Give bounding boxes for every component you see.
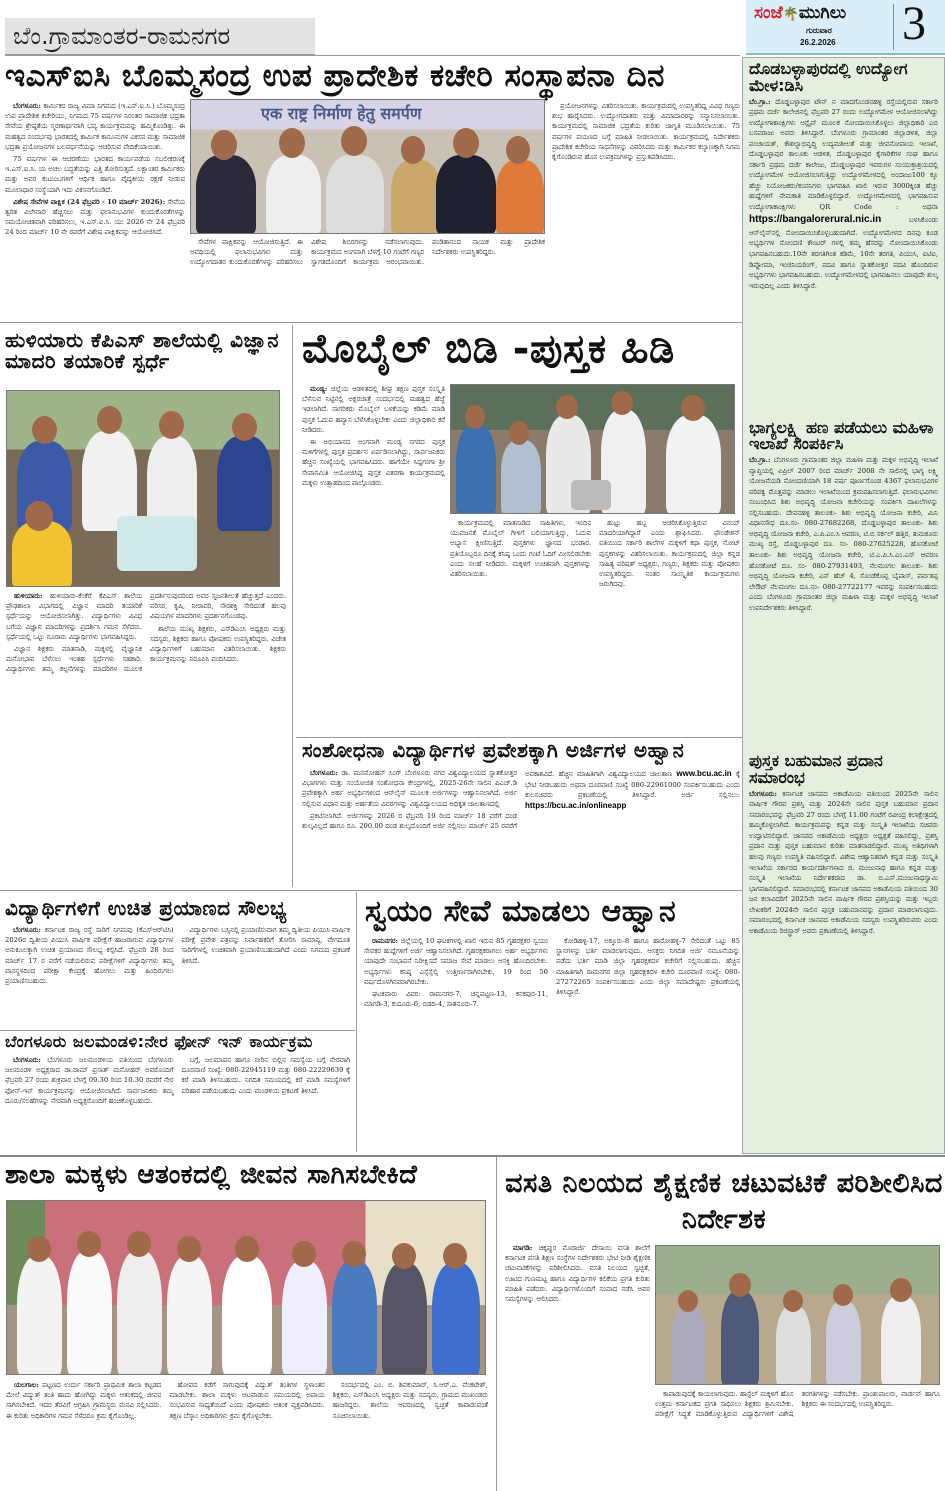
- hostel-body-col2: ಕಾಪಾಡುವುದಕ್ಕೆ ಕಾಯಲಾಗುವುದು. ಹಾಸ್ಟೆಲ್ ಮಕ್ಕಳಿಗೆ ಹೊಸ ಉತ್ತಮ ಕರ್ನಾಟಕದ ಪ್ರಗತಿ ಸಾಧಿಸಲು ಶಿಕ್ಷಕರು ಶ್ರಮಿಸಬೇಕು. ಪರೀಕ್ಷೆಗೆ ಸಿದ್ಧತೆ ಮಾಡಿಕೊಳ್ಳುತ್ತಿರುವ ವಿದ್ಯಾರ್ಥಿಗಳಿಗೆ ವಿಶೇಷ ತರಗತಿಗಳನ್ನು ನಡೆಸಬೇಕು. ಪ್ರಾಂಶುಪಾಲರು, ವಾರ್ಡನ್ ಹಾಗೂ ಶಿಕ್ಷಕರು ಈ ಸಂದರ್ಭದಲ್ಲಿ ಉಪಸ್ಥಿತರಿದ್ದರು.: [655, 1390, 940, 1419]
- school-headline: ಶಾಲಾ ಮಕ್ಕಳು ಆತಂಕದಲ್ಲಿ ಜೀವನ ಸಾಗಿಸಬೇಕಿದೆ: [5, 1160, 418, 1190]
- volunteer-headline: ಸ್ವಯಂ ಸೇವೆ ಮಾಡಲು ಆಹ್ವಾನ: [365, 894, 677, 929]
- travel-body: ಬೆಂಗಳೂರು: ಕರ್ನಾಟಕ ರಾಜ್ಯ ರಸ್ತೆ ಸಾರಿಗೆ ನಿಗಮವು (ಕೆಎಸ್‌ಆರ್‌ಟಿಸಿ) 2026ರ ದ್ವಿತೀಯ ಪಿಯುಸಿ ವಾರ್ಷಿಕ ಪರೀಕ್ಷೆಗೆ ಹಾಜರಾಗುವ ವಿದ್ಯಾರ್ಥಿಗಳ ಅನುಕೂಲಕ್ಕಾಗಿ ಉಚಿತ ಪ್ರಯಾಣದ ಸೌಲಭ್ಯ ಕಲ್ಪಿಸಿದೆ. ಫೆಬ್ರವರಿ 28 ರಿಂದ ಮಾರ್ಚ್ 17 ರ ವರೆಗೆ ನಡೆಯಲಿರುವ ಪರೀಕ್ಷೆಗಳಿಗೆ ವಿದ್ಯಾರ್ಥಿಗಳು ತಮ್ಮ ವಾಸಸ್ಥಳದಿಂದ ಪರೀಕ್ಷಾ ಕೇಂದ್ರಕ್ಕೆ ಹೋಗಲು ಮತ್ತು ಹಿಂದಿರುಗಲು ಪ್ರಯಾಣಿಸಬಹುದು. ವಿದ್ಯಾರ್ಥಿಗಳು ಬಸ್ಸಿನಲ್ಲಿ ಪ್ರಯಾಣಿಸುವಾಗ ತಮ್ಮ ದ್ವಿತೀಯ ಪಿಯುಸಿ ವಾರ್ಷಿಕ ಪರೀಕ್ಷೆ ಪ್ರವೇಶ ಪತ್ರವನ್ನು ನಿರ್ವಾಹಕರಿಗೆ ತೋರಿಸಿ ಸಾಮಾನ್ಯ, ವೇಗದೂತ ಸಾರಿಗೆಗಳಲ್ಲಿ ಉಚಿತವಾಗಿ ಪ್ರಯಾಣಿಸಬಹುದಾಗಿದೆ ಎಂದು ನಿಗಮದ ಪ್ರಕಟಣೆ ತಿಳಿಸಿದೆ.: [5, 926, 350, 985]
- palm-tree-icon: 🌴: [782, 7, 799, 22]
- online-application-link[interactable]: https://bcu.ac.in/onlineapp: [525, 801, 627, 811]
- mobile-body-col2: ಕಾರ್ಯಕ್ರಮದಲ್ಲಿ ಮಾತನಾಡಿದ ಸಾಹಿತಿಗಳು, ಇಂದಿನ ಯುವಜನತೆ ಮೊಬೈಲ್ ಗೀಳಿಗೆ ಬಲಿಯಾಗುತ್ತಿದ್ದು, ಓದುವ ಅಭ್ಯಾಸ ಕ್ಷೀಣಿಸುತ್ತಿದೆ. ಪುಸ್ತಕಗಳು ಜ್ಞಾನದ ಭಂಡಾರ. ಪ್ರತಿಯೊಬ್ಬರೂ ದಿನಕ್ಕೆ ಕನಿಷ್ಠ ಒಂದು ಗಂಟೆ ಓದಿಗೆ ಮೀಸಲಿಡಬೇಕು ಎಂದು ಸಲಹೆ ನೀಡಿದರು. ಮಕ್ಕಳಿಗೆ ಉಚಿತವಾಗಿ ಪುಸ್ತಕಗಳನ್ನು ವಿತರಿಸಲಾಯಿತು. ಹುಟ್ಟು ಹಬ್ಬ ಆಚರಿಸಿಕೊಳ್ಳುತ್ತಿರುವ ವಿನಯ್ ಮಾದರಿಯಾಗಿದ್ದಾರೆ ಎಂದು ಶ್ಲಾಘಿಸಿದರು. ಫೌಂಡೇಶನ್ ವತಿಯಿಂದ ಸರ್ಕಾರಿ ಶಾಲೆಗಳ ಮಕ್ಕಳಿಗೆ ಕಥಾ ಪುಸ್ತಕ, ನೋಟ್ ಪುಸ್ತಕಗಳನ್ನು ವಿತರಿಸಲಾಯಿತು. ಕಾರ್ಯಕ್ರಮದಲ್ಲಿ ಜಿಲ್ಲಾ ಕನ್ನಡ ಸಾಹಿತ್ಯ ಪರಿಷತ್ ಅಧ್ಯಕ್ಷರು, ಗಣ್ಯರು, ಶಿಕ್ಷಕರು ಮತ್ತು ಪೋಷಕರು ಉಪಸ್ಥಿತರಿದ್ದರು. ನಂತರ ಸಾಂಸ್ಕೃತಿಕ ಕಾರ್ಯಕ್ರಮಗಳು ಜರುಗಿದವು.: [450, 519, 740, 589]
- job-fair-body: ಬೆಂ.ಗ್ರಾ.: ದೊಡ್ಡಬಳ್ಳಾಪುರ ಟೌನ್ ನ ಮಾದಗೊಂಡನಹಳ್ಳಿ ರಸ್ತೆಯಲ್ಲಿರುವ ಸರ್ಕಾರಿ ಪ್ರಥಮ ದರ್ಜೆ ಕಾಲೇಜಿನಲ್ಲಿ ಫೆಬ್ರವರಿ 27 ರಂದು ಉದ್ಯೋಗಮೇಳ ಆಯೋಜಿಸಲಾಗಿದ್ದು ಉದ್ಯೋಗಾಕಾಂಕ್ಷಿಗಳು ಆನ್ಲೈನ್ ಮೂಲಕ ನೋಂದಾಯಿಸಿಕೊಳ್ಳಲು ಜಿಲ್ಲಾಧಿಕಾರಿ ಎಬಿ ಬಸವರಾಜು ಅವರು ತಿಳಿಸಿದ್ದಾರೆ. ಬೆಂಗಳೂರು ಗ್ರಾಮಾಂತರ ಜಿಲ್ಲಾಡಳಿತ, ಜಿಲ್ಲಾ ಪಂಚಾಯತ್, ಕೌಶಲ್ಯಾಭಿವೃದ್ಧಿ ಉದ್ಯಮಶೀಲತೆ ಮತ್ತು ಜೀವನೋಪಾಯ ಇಲಾಖೆ, ದೊಡ್ಡಬಳ್ಳಾಪುರ ತಾಲೂಕು ಆಡಳಿತ, ದೊಡ್ಡಬಳ್ಳಾಪುರ ಕೈಗಾರಿಕೆಗಳ ಸಂಘ ಹಾಗೂ ಸರ್ಕಾರಿ ಪ್ರಥಮ ದರ್ಜೆ ಕಾಲೇಜು, ದೊಡ್ಡಬಳ್ಳಾಪುರ ಇವರುಗಳ ಸಂಯುಕ್ತಾಶ್ರಯದಲ್ಲಿ ಉದ್ಯೋಗಮೇಳ ಆಯೋಜಿಸಲಾಗುತ್ತಿದ್ದು ಉದ್ಯೋಗಮೇಳದಲ್ಲಿ ಅಂದಾಜು100 ಕ್ಕೂ ಹೆಚ್ಚು ನಿಯೋಜಕರು/ಕಂಪನಿಗಳು ಭಾಗವಹಿಸಿ ಖಾಲಿ ಇರುವ 3000ಕ್ಕಿಂತ ಹೆಚ್ಚು ಹುದ್ದೆಗಳಿಗೆ ನೇಮಕಾತಿ ಮಾಡಿಕೊಳ್ಳಲಿದ್ದಾರೆ. ಉದ್ಯೋಗಮೇಳದಲ್ಲಿ ಭಾಗವಹಿಸುವ ಉದ್ಯೋಗಾಕಾಂಕ್ಷಿಗಳು QR Code : ಅಥವಾ https://bangalorerural.nic.in ಬಳಸಿಕೊಂಡು ಆನ್‌ಲೈನ್‌ನಲ್ಲಿ ನೋಂದಾಯಿಸಿಕೊಳ್ಳಬಹುದಾಗಿದೆ. ಉದ್ಯೋಗಮೇಳದ ದಿನವು ಕೂಡ ಅಭ್ಯರ್ಥಿಗಳ ನೋಂದಣಿ ಕೌಂಟರ್ ಗಳಲ್ಲಿ ತಮ್ಮ ಹೆಸರನ್ನು ನೋಂದಾಯಿಸಿಕೊಂಡು ಭಾಗವಹಿಸಬಹುದು.10ನೇ ತರಗತಿಗಿಂತ ಕಡಿಮೆ, 10ನೇ ತರಗತಿ, ಪಿಯುಸಿ, ಐಟಿಐ, ಡಿಪ್ಲೋಮಾ, ಇಂಜಿನಿಯರಿಂಗ್, ಪದವಿ ಹಾಗೂ ಸ್ನಾತಕೋತ್ತರ ಪದವಿ ಹೊಂದಿರುವ ಅಭ್ಯರ್ಥಿಗಳು ಭಾಗವಹಿಸಬಹುದು. ಉದ್ಯೋಗಮೇಳದಲ್ಲಿ ಭಾಗವಹಿಸಲು ಯಾವುದೇ ಶುಲ್ಕ ಇರುವುದಿಲ್ಲ ಎಂದು ತಿಳಿಸಿದ್ದಾರೆ.: [749, 97, 938, 290]
- esic-body-col2: ಸೇವೆಗಳ ಪಾಕ್ಷಿಕವನ್ನು ಆಯೋಜಿಸುತ್ತಿದೆ. ಈ ಅವಧಿಯಲ್ಲಿ ಫಲಾನುಭವಿಗಳು ಮತ್ತು ಉದ್ಯೋಗದಾತರ ಕುಂದುಕೊರತೆಗಳನ್ನು ಪರಿಹರಿಸಲು ವಿಶೇಷ ಶಿಬಿರಗಳನ್ನು ನಡೆಸಲಾಗುವುದು. ಕಾರ್ಯಕ್ರಮದ ಅಂಗವಾಗಿ ಬೆಳಗ್ಗೆ 10 ಗಂಟೆಗೆ ಗಣ್ಯರ ಸ್ವಾಗತದೊಂದಿಗೆ ಕಾರ್ಯಕ್ರಮ ಆರಂಭವಾಯಿತು. ಪಂಡಿತಾನಂದ ನಾಯಕ ಮತ್ತು ಪ್ರಾದೇಶಿಕ ನಿರ್ದೇಶಕರು ಉಪಸ್ಥಿತರಿದ್ದರು.: [190, 238, 545, 267]
- water-headline: ಬೆಂಗಳೂರು ಜಲಮಂಡಳಿ:ನೇರ ಫೋನ್ ಇನ್ ಕಾರ್ಯಕ್ರಮ: [5, 1032, 313, 1051]
- school-body: ಯಲಗಾಲ: ಪಟ್ಟಣದ ಉರ್ದು ಸರ್ಕಾರಿ ಪ್ರಾಥಮಿಕ ಶಾಲಾ ಕಟ್ಟಡದ ಮೇಲೆ ವಿದ್ಯುತ್ ತಂತಿ ಹಾದು ಹೋಗಿದ್ದು ಮಕ್ಕಳು ಆತಂಕದಲ್ಲಿ ಜೀವನ ಸಾಗಿಸಬೇಕಿದೆ. ಇದರ ತೆರವಿಗೆ ಆಗ್ರಹಿಸಿ ಗ್ರಾಮಸ್ಥರು ಮನವಿ ಸಲ್ಲಿಸಿದರು. ಈ ಕುರಿತು ಅಧಿಕಾರಿಗಳ ಗಮನ ಸೆಳೆದರೂ ಕ್ರಮ ಕೈಗೊಂಡಿಲ್ಲ. ಹೋಪದ ಕಡೆಗೆ ಸಾಗುವುದಕ್ಕೆ ವಿದ್ಯುತ್ ತಂತಿಗಳ ಸ್ಥಳಾಂತರ ಮಾಡಬೇಕು. ಶಾಲಾ ಮಕ್ಕಳು ಆಟವಾಡುವ ಸಮಯದಲ್ಲಿ ಅಪಾಯ ಸಂಭವಿಸುವ ಸಾಧ್ಯತೆಯಿದೆ ಎಂದು ಪೋಷಕರು ಆತಂಕ ವ್ಯಕ್ತಪಡಿಸಿದರು. ತಕ್ಷಣ ಬೆಸ್ಕಾಂ ಅಧಿಕಾರಿಗಳು ಕ್ರಮ ಕೈಗೊಳ್ಳಬೇಕು. ಸಂದರ್ಭದಲ್ಲಿ ಎಂ. ಬಿ. ಶಿವಕುಮಾರ್, ಸಿ.ಆರ್.ಎ. ವೆಂಕಟೇಶ್, ಶಿಕ್ಷಕರು, ಎಸ್‌ಡಿಎಂಸಿ ಅಧ್ಯಕ್ಷರು ಮತ್ತು ಸದಸ್ಯರು, ಗ್ರಾಮದ ಮುಖಂಡರು ಹಾಜರಿದ್ದರು. ಶಾಲೆಯ ಆವರಣದಲ್ಲಿ ಸ್ವಚ್ಛತೆ ಕಾಪಾಡುವಂತೆ ಸೂಚಿಸಲಾಯಿತು.: [6, 1381, 488, 1420]
- research-headline: ಸಂಶೋಧನಾ ವಿದ್ಯಾರ್ಥಿಗಳ ಪ್ರವೇಶಕ್ಕಾಗಿ ಅರ್ಜಿಗಳ ಅಹ್ವಾನ: [302, 738, 685, 762]
- esic-headline: ಇಎಸ್‌ಐಸಿ ಬೊಮ್ಮಸಂದ್ರ ಉಪ ಪ್ರಾದೇಶಿಕ ಕಚೇರಿ ಸಂಸ್ಥಾಪನಾ ದಿನ: [5, 58, 665, 94]
- logo: ಸಂಜೆ🌴ಮುಗಿಲು: [754, 3, 847, 23]
- school-photo: [6, 1200, 486, 1375]
- book-award-headline: ಪುಸ್ತಕ ಬಹುಮಾನ ಪ್ರದಾನ ಸಮಾರಂಭ: [749, 751, 883, 787]
- section-title: ಬೆಂ.ಗ್ರಾಮಾಂತರ-ರಾಮನಗರ: [5, 18, 315, 55]
- esic-body-col1: ಬೆಂಗಳೂರು: ಕಾರ್ಮಿಕರ ರಾಜ್ಯ ವಿಮಾ ನಿಗಮದ (ಇ.ಎಸ್.ಐ.ಸಿ.) ಬೊಮ್ಮಸಂದ್ರ ಉಪ ಪ್ರಾದೇಶಿಕ ಕಚೇರಿಯು, ನಿಗಮದ 75 ವರ್ಷಗಳ ನಿರಂತರ ಸಾಮಾಜಿಕ ಭದ್ರತಾ ಸೇವೆಯ ಶ್ರೇಷ್ಠತೆಯ ಸ್ಮರಣಾರ್ಥವಾಗಿ ಭವ್ಯ ಕಾರ್ಯಕ್ರಮವನ್ನು ಹಮ್ಮಿಕೊಂಡಿತ್ತು. ಈ ಮಹತ್ವದ ಸಂದರ್ಭವು ಭಾರತದಲ್ಲಿ ಕಾರ್ಮಿಕ ಕಾನೂನುಗಳ ವಿಕಸನ ಮತ್ತು ಸಾಮಾಜಿಕ ಭದ್ರತಾ ಪ್ರಯೋಜನಗಳ ಬಲವರ್ಧನೆಯನ್ನು ಆಚರಿಸುವ ವೇದಿಕೆಯಾಯಿತು. 75 ವರ್ಷಗಳ ಈ ಆಚರಣೆಯು ಭಾರತದ ಕಾರ್ಯಪಡೆಯ ಸಬಲೀಕರಣಕ್ಕೆ ಇ.ಎಸ್.ಐ.ಸಿ. ಯ ಅಚಲ ಬದ್ಧತೆಯನ್ನು ಎತ್ತಿ ತೋರಿಸುತ್ತದೆ. ಲಕ್ಷಾಂತರ ಕಾರ್ಮಿಕರು ಮತ್ತು ಅವರ ಕುಟುಂಬಗಳಿಗೆ ಆರ್ಥಿಕ ಹಾಗೂ ವೈದ್ಯಕೀಯ ರಕ್ಷಣೆ ನೀಡುವ ಮೂಲಾಧಾರ ಸಂಸ್ಥೆಯಾಗಿ ಇದು ವಿಕಸನಗೊಂಡಿದೆ. ವಿಶೇಷ ಸೇವೆಗಳ ಪಾಕ್ಷಿಕ (24 ಫೆಬ್ರವರಿ - 10 ಮಾರ್ಚ್ 2026): ಸೇವೆಯ ತ್ವರಿತ ವಿಲೇವಾರಿ ಹೆಚ್ಚಿಸಲು ಮತ್ತು ಫಲಾನುಭವಿಗಳ ಕುಂದುಕೊರತೆಗಳನ್ನು ಸಮಯೋಚಿತವಾಗಿ ಪರಿಹರಿಸಲು, ಇ.ಎಸ್.ಐ.ಸಿ. ಯು 2026 ನೇ 24 ಫೆಬ್ರವರಿ 24 ರಿಂದ ಮಾರ್ಚ್ 10 ನೇ ರವರೆಗೆ ವಿಶೇಷ ಪಾಕ್ಷಿಕವನ್ನು ಆಯೋಜಿಸಿದೆ.: [5, 102, 185, 237]
- research-body: ಬೆಂಗಳೂರು: ಡಾ. ಮನಮೋಹನ್ ಸಿಂಗ್ ಬೆಂಗಳೂರು ನಗರ ವಿಶ್ವವಿದ್ಯಾಲಯದ ಸ್ನಾತಕೋತ್ತರ ವಿಭಾಗಗಳು ಮತ್ತು ಸಂಯೋಜಿತ ಸಂಶೋಧನಾ ಕೇಂದ್ರಗಳಲ್ಲಿ, 2025-26ನೇ ಸಾಲಿನ ಪಿಎಚ್.ಡಿ ಪ್ರವೇಶಕ್ಕಾಗಿ ಅರ್ಹ ಅಭ್ಯರ್ಥಿಗಳಿಂದ ಆನ್‌ಲೈನ್ ಮೂಲಕ ಅರ್ಜಿಗಳನ್ನು ಆಹ್ವಾನಿಸಲಾಗಿದೆ. ಅರ್ಜಿ ಸಲ್ಲಿಸುವ ವಿಧಾನ ಮತ್ತು ಅರ್ಹತೆಯ ವಿವರಗಳನ್ನು ವಿಶ್ವವಿದ್ಯಾಲಯದ ಅಧಿಕೃತ ಜಾಲತಾಣದಲ್ಲಿ ಪ್ರಕಟಿಸಲಾಗಿದೆ. ಅರ್ಜಿಗಳನ್ನು 2026 ರ ಫೆಬ್ರವರಿ 19 ರಿಂದ ಮಾರ್ಚ್ 18 ವರೆಗೆ ದಂಡ ಶುಲ್ಕವಿಲ್ಲದೆ ಹಾಗೂ ರೂ. 200.00 ದಂಡ ಶುಲ್ಕದೊಂದಿಗೆ ಅರ್ಜಿ ಸಲ್ಲಿಸಲು ಮಾರ್ಚ್ 25 ರವರೆಗೆ ಅವಕಾಶವಿದೆ. ಹೆಚ್ಚಿನ ಮಾಹಿತಿಗಾಗಿ ವಿಶ್ವವಿದ್ಯಾಲಯದ ಜಾಲತಾಣ www.bcu.ac.in ಕ್ಕೆ ಭೇಟಿ ನೀಡಬಹುದು ಅಥವಾ ದೂರವಾಣಿ ಸಂಖ್ಯೆ 080-22961000 ಸಂಪರ್ಕಿಸಬಹುದು ಎಂದು ಕುಲಸಚಿವರು ಪ್ರಕಟಣೆಯಲ್ಲಿ ತಿಳಿಸಿದ್ದಾರೆ. ಅರ್ಜಿ ಸಲ್ಲಿಸಲು: https://bcu.ac.in/onlineapp: [302, 769, 740, 830]
- hostel-body-col1: ಮಾಗಡಿ: ಚಿಕ್ಕಪ್ಪುರ ಮೊರಾರ್ಜಿ ದೇಸಾಯಿ ವಸತಿ ಶಾಲೆಗೆ ಕರ್ನಾಟಕ ವಸತಿ ಶಿಕ್ಷಣ ಸಂಸ್ಥೆಗಳ ನಿರ್ದೇಶಕರು ಭೇಟಿ ನೀಡಿ ಶೈಕ್ಷಣಿಕ ಚಟುವಟಿಕೆಗಳನ್ನು ಪರಿಶೀಲಿಸಿದರು. ವಸತಿ ನಿಲಯದ ಸ್ವಚ್ಛತೆ, ಊಟದ ಗುಣಮಟ್ಟ ಹಾಗೂ ವಿದ್ಯಾರ್ಥಿಗಳ ಕಲಿಕೆಯ ಪ್ರಗತಿ ಕುರಿತು ಮಾಹಿತಿ ಪಡೆದರು. ವಿದ್ಯಾರ್ಥಿಗಳೊಂದಿಗೆ ಸಂವಾದ ನಡೆಸಿ ಅವರ ಸಮಸ್ಯೆಗಳನ್ನು ಆಲಿಸಿದರು.: [505, 1244, 650, 1303]
- issue-date: 26.2.2026: [800, 38, 836, 47]
- esic-body-col3: ಪ್ರಯೋಜನಗಳನ್ನು ವಿತರಿಸಲಾಯಿತು. ಕಾರ್ಯಕ್ರಮದಲ್ಲಿ ಉಪಸ್ಥಿತರಿದ್ದ ವಿವಿಧ ಗಣ್ಯರು ಶುಭ ಹಾರೈಸಿದರು. ಉದ್ಯೋಗದಾತರು ಮತ್ತು ವಿಮಾದಾರರನ್ನು ಸನ್ಮಾನಿಸಲಾಯಿತು. ಕಾರ್ಯಕ್ರಮದಲ್ಲಿ ಸಾಮಾಜಿಕ ಭದ್ರತೆಯ ಕುರಿತು ಜಾಗೃತಿ ಮೂಡಿಸಲಾಯಿತು. 75 ವರ್ಷಗಳ ಪಯಣದ ಬಗ್ಗೆ ಮಾಹಿತಿ ನೀಡಲಾಯಿತು. ಕಾರ್ಯಕ್ರಮದಲ್ಲಿ ನಿರ್ದೇಶಕರು ಪ್ರಾದೇಶಿಕ ಕಚೇರಿಯ ಸಾಧನೆಗಳನ್ನು ವಿವರಿಸಿದರು ಮತ್ತು ಕಾರ್ಮಿಕರ ಕಲ್ಯಾಣಕ್ಕಾಗಿ ನಿಗಮ ಕೈಗೊಂಡಿರುವ ಹೊಸ ಉಪಕ್ರಮಗಳನ್ನು ಪ್ರಸ್ತುತಪಡಿಸಿದರು.: [552, 102, 740, 161]
- hostel-headline: ವಸತಿ ನಿಲಯದ ಶೈಕ್ಷಣಿಕ ಚಟುವಟಿಕೆ ಪರಿಶೀಲಿಸಿದ ನಿರ್ದೇಶಕ: [505, 1168, 943, 1236]
- bhagyalakshmi-body: ಬೆಂ.ಗ್ರಾ.: ಬೆಂಗಳೂರು ಗ್ರಾಮಾಂತರ ಜಿಲ್ಲಾ ಮಹಿಳಾ ಮತ್ತು ಮಕ್ಕಳ ಅಭಿವೃದ್ಧಿ ಇಲಾಖೆ ವ್ಯಾಪ್ತಿಯಲ್ಲಿ ಏಪ್ರಿಲ್ 2007 ರಿಂದ ಮಾರ್ಚ್ 2008 ನೇ ಸಾಲಿನಲ್ಲಿ ಭಾಗ್ಯ ಲಕ್ಷ್ಮಿ ಯೋಜನೆಯಡಿ ನೋಂದಣಿಯಾಗಿ 18 ವರ್ಷ ಪೂರ್ಣಗೊಂಡ 4367 ಫಲಾನುಭವಿಗಳ ಪರಿಪಕ್ವ ಮೊತ್ತವನ್ನು ಮಾಡಲು ಇಲಾಖೆಯಿಂದ ಕ್ರಮವಹಿಸಲಾಗುತ್ತಿದೆ. ಫಲಾನುಭವಿಗಳು ಸಂಬಂಧಿಸಿದ ಶಿಶು ಅಭಿವೃದ್ಧಿ ಯೋಜನಾ ಕಚೇರಿಯನ್ನು ಸಂಪರ್ಕಿಸಿ ದಾಖಲೆಗಳನ್ನು ಸಲ್ಲಿಸಬಹುದು. ದೇವನಹಳ್ಳಿ ತಾಲೂಕು- ಶಿಶು ಅಭಿವೃದ್ಧಿ ಯೋಜನಾ ಕಚೇರಿ, ಮಿನಿ ವಿಧಾನಸೌಧ ದೂ.ಸಂ- 080-27682268, ದೊಡ್ಡಬಳ್ಳಾಪುರ ತಾಲೂಕು- ಶಿಶು ಅಭಿವೃದ್ಧಿ ಯೋಜನಾ ಕಚೇರಿ, ಎ.ಪಿ.ಎಂ.ಸಿ ಆವರಣ, ಟಿ.ಬಿ ಸರ್ಕಲ್ ಹತ್ತಿರ, ತುಮಕೂರು ಮುಖ್ಯ ರಸ್ತೆ, ದೊಡ್ಡಬಳ್ಳಾಪುರ ದೂ. ಸಂ- 080-27625228, ಹೊಸಕೋಟೆ ತಾಲೂಕು- ಶಿಶು ಅಭಿವೃದ್ಧಿ ಯೋಜನಾ ಕಚೇರಿ, ಟಿ.ಎ.ಪಿ.ಸಿ.ಎಂ.ಎಸ್ ಆವರಣ ಹೊಸಕೋಟೆ ದೂ. ಸಂ- 080-27931493, ನೆಲಮಂಗಲ ತಾಲೂಕು- ಶಿಶು ಅಭಿವೃದ್ಧಿ ಯೋಜನಾ ಕಚೇರಿ, ಎನ್ ಹೆಚ್ 4, ಸೊಂಡೆಕೊಪ್ಪ ಬೈಪಾಸ್, ಪರ್ವತಪ್ಪ ಲೇಔಟ್ ನೆಲಮಂಗಲ ದೂ.ಸಂ- 080-27722177 ಇವರನ್ನು ಸಂಪರ್ಕಿಸಬಹುದು ಎಂದು ಬೆಂಗಳೂರು ಗ್ರಾಮಾಂತರ ಜಿಲ್ಲಾ ಮಹಿಳಾ ಮತ್ತು ಮಕ್ಕಳ ಅಭಿವೃದ್ಧಿ ಇಲಾಖೆ ಉಪನಿರ್ದೇಶಕರು ತಿಳಿಸಿದ್ದಾರೆ.: [749, 456, 938, 612]
- huliyar-photo: [6, 390, 280, 587]
- issue-day: ಗುರುವಾರ: [806, 26, 832, 35]
- water-body: ಬೆಂಗಳೂರು: ಬೆಂಗಳೂರು ಜಲಮಂಡಳಿಯ ವತಿಯಿಂದ ಬೆಂಗಳೂರು ಜಲಮಂಡಳಿ ಅಧ್ಯಕ್ಷರಾದ ಡಾ.ರಾಮ್ ಪ್ರಸಾತ್ ಮನೋಹರ್ ಅವರೊಂದಿಗೆ ಫೆಬ್ರವರಿ 27 ರಂದು ಶುಕ್ರವಾರ ಬೆಳಗ್ಗೆ 09.30 ರಿಂದ 10.30 ರವರೆಗೆ ನೇರ ಫೋನ್-ಇನ್ ಕಾರ್ಯಕ್ರಮವನ್ನು ಆಯೋಜಿಸಲಾಗಿದೆ. ಸಾರ್ವಜನಿಕರು ತಮ್ಮ ದೂರು/ಸಲಹೆಗಳನ್ನು ನೇರವಾಗಿ ಅಧ್ಯಕ್ಷರೊಂದಿಗೆ ಹಂಚಿಕೊಳ್ಳಬಹುದು. ಬಗ್ಗೆ, ಜಲಮಾಪನ ಹಾಗೂ ನೀರಿನ ಬಿಲ್ಲಿನ ಸಮಸ್ಯೆಯ ಬಗ್ಗೆ ನೇರವಾಗಿ ದೂರವಾಣಿ ಸಂಖ್ಯೆ: 080-22945119 ಮತ್ತು 080-22229639 ಕ್ಕೆ ಕರೆ ಮಾಡಿ ತಿಳಿಸಬಹುದು. ನಿಗದಿತ ಸಮಯದಲ್ಲಿ ಕರೆ ಮಾಡಿ ಸಮಸ್ಯೆಗಳಿಗೆ ಪರಿಹಾರ ಪಡೆಯಬಹುದು ಎಂದು ಮಂಡಳಿಯ ಪ್ರಕಟಣೆ ತಿಳಿಸಿದೆ.: [5, 1056, 350, 1105]
- bangalorerural-link[interactable]: https://bangalorerural.nic.in: [749, 214, 882, 226]
- volunteer-body: ರಾಮನಗರ: ಜಿಲ್ಲೆಯಲ್ಲಿ 10 ಘಟಕಗಳಲ್ಲಿ ಖಾಲಿ ಇರುವ 85 ಗೃಹರಕ್ಷಕರ ಸ್ವಯಂ ಸೇವಕರ ಹುದ್ದೆಗಳಿಗೆ ಅರ್ಜಿ ಆಹ್ವಾನಿಸಲಾಗಿದೆ. ಗೃಹರಕ್ಷಕರಾಗಲು ಅರ್ಹ ಅಭ್ಯರ್ಥಿಗಳು ಯಾವುದೇ ಸಂಭಾವನೆ ನಿರೀಕ್ಷಿಸದೆ ಸಮಾಜ ಸೇವೆ ಮಾಡಲು ಆಸಕ್ತಿ ಹೊಂದಿರಬೇಕು. ಅಭ್ಯರ್ಥಿಗಳು ಕನಿಷ್ಠ ಎಸ್ಸೆಸ್ಸೆಲ್ಸಿ ಉತ್ತೀರ್ಣರಾಗಿರಬೇಕು, 19 ರಿಂದ 50 ವರ್ಷದೊಳಗಿನವರಾಗಿರಬೇಕು. ಘಟಕವಾರು ವಿವರ: ರಾಮನಗರ-7, ಚನ್ನಪಟ್ಟಣ-13, ಕನಕಪುರ-11, ಮಾಗಡಿ-3, ಕುದೂರು-6, ಬಿಡದಿ-4, ಸಾತನೂರು-7. ಕೋಡಿಹಳ್ಳಿ-17, ಅಕ್ಕೂರು-8 ಹಾಗೂ ಹಾರೋಹಳ್ಳಿ-7 ಸೇರಿದಂತೆ ಒಟ್ಟು 85 ಸ್ಥಾನಗಳನ್ನು ಭರ್ತಿ ಮಾಡಲಾಗುವುದು. ಆಸಕ್ತರು ನಿಗದಿತ ಅರ್ಜಿ ನಮೂನೆಯನ್ನು ಪಡೆದು ಭರ್ತಿ ಮಾಡಿ ಜಿಲ್ಲಾ ಗೃಹರಕ್ಷಕದಳ ಕಚೇರಿಗೆ ಸಲ್ಲಿಸಬಹುದು. ಹೆಚ್ಚಿನ ಮಾಹಿತಿಗಾಗಿ ರಾಮನಗರ ಜಿಲ್ಲಾ ಗೃಹರಕ್ಷಕದಳ ಕಚೇರಿ ದೂರವಾಣಿ ಸಂಖ್ಯೆ: 080-27272265 ಸಂಪರ್ಕಿಸಬಹುದು ಎಂದು ಜಿಲ್ಲಾ ಸಮಾದೇಷ್ಟರು ಪ್ರಕಟಣೆಯಲ್ಲಿ ತಿಳಿಸಿದ್ದಾರೆ.: [364, 937, 740, 1009]
- page-number: 3: [902, 0, 926, 50]
- mobile-photo: [450, 384, 735, 514]
- mobile-body-col1: ಮಂಡ್ಯ: ಜಿಲ್ಲೆಯ ಆಡಳಿತದಲ್ಲಿ ಶೀಘ್ರ ತಕ್ಷಣ ಪುಸ್ತಕ ಸಂಸ್ಕೃತಿ ಬೆಳೆಸುವ ನಿಟ್ಟಿನಲ್ಲಿ ಅಕ್ಷರಜಾತ್ರೆ ಸಂದರ್ಭದಲ್ಲಿ ಮಹತ್ವದ ಹೆಜ್ಜೆ ಇಡಲಾಗಿದೆ. ನಾಗರಿಕರು ಮೊಬೈಲ್ ಬಳಕೆಯನ್ನು ಕಡಿಮೆ ಮಾಡಿ ಪುಸ್ತಕ ಓದುವ ಹವ್ಯಾಸ ಬೆಳೆಸಿಕೊಳ್ಳಬೇಕು ಎಂದು ಜಿಲ್ಲಾಧಿಕಾರಿ ಕರೆ ನೀಡಿದರು. ಈ ಅಭಿಯಾನದ ಅಂಗವಾಗಿ ಮಂಡ್ಯ ನಗರದ ಪುಸ್ತಕ ಮಳಿಗೆಗಳಲ್ಲಿ ಪುಸ್ತಕ ಪ್ರದರ್ಶನ ಏರ್ಪಡಿಸಲಾಗಿದ್ದು, ಸಾರ್ವಜನಿಕರು ಹೆಚ್ಚಿನ ಸಂಖ್ಯೆಯಲ್ಲಿ ಭಾಗವಹಿಸಿದರು. ಹಾಗೆಯೇ ಸಿದ್ದಗಂಗಾ ಶ್ರೀ ಸೇವಾಸಮಿತಿ ಆಯೋಜಿಸಿದ್ದ ಪುಸ್ತಕ ವಿತರಣಾ ಕಾರ್ಯಕ್ರಮದಲ್ಲಿ ಮಕ್ಕಳು ಉತ್ಸಾಹದಿಂದ ಪಾಲ್ಗೊಂಡರು.: [302, 385, 445, 487]
- hostel-photo: [655, 1245, 940, 1385]
- bhagyalakshmi-headline: ಭಾಗ್ಯಲಕ್ಷ್ಮಿ ಹಣ ಪಡೆಯಲು ಮಹಿಳಾ ಇಲಾಖೆ ಸಂಪರ್ಕಿಸಿ: [749, 417, 934, 454]
- travel-headline: ವಿದ್ಯಾರ್ಥಿಗಳಿಗೆ ಉಚಿತ ಪ್ರಯಾಣದ ಸೌಲಭ್ಯ: [5, 896, 287, 920]
- mobile-headline: ಮೊಬೈಲ್ ಬಿಡಿ -ಪುಸ್ತಕ ಹಿಡಿ: [302, 326, 675, 372]
- esic-photo: एक राष्ट्र निर्माण हेतु समर्पण: [190, 99, 545, 234]
- masthead: [746, 0, 945, 55]
- university-website-link[interactable]: www.bcu.ac.in: [676, 769, 732, 778]
- huliyar-headline: ಹುಳಿಯಾರು ಕೆಪಿಎಸ್ ಶಾಲೆಯಲ್ಲಿ ವಿಜ್ಞಾನ ಮಾದರಿ ತಯಾರಿಕೆ ಸ್ಪರ್ಧೆ: [5, 328, 279, 373]
- job-fair-headline: ದೊಡಬಳ್ಳಾಪುರದಲ್ಲಿ ಉದ್ಯೋಗ ಮೇಳ:ಡಿಸಿ: [749, 59, 908, 95]
- huliyar-body: ಹುಳಿಯಾರು: ಹುಳಿಯಾರು-ಕೆಂಕೆರೆ ಕೆಪಿಎಸ್ ಶಾಲೆಯ ಪ್ರೌಢಶಾಲಾ ವಿಭಾಗದಲ್ಲಿ ವಿಜ್ಞಾನ ಮಾದರಿ ತಯಾರಿಕೆ ಸ್ಪರ್ಧೆಯನ್ನು ಆಯೋಜಿಸಲಾಗಿತ್ತು. ವಿದ್ಯಾರ್ಥಿಗಳು ವಿವಿಧ ಬಗೆಯ ವಿಜ್ಞಾನ ಮಾದರಿಗಳನ್ನು ಪ್ರದರ್ಶಿಸಿ ಗಮನ ಸೆಳೆದರು. ಸ್ಪರ್ಧೆಯಲ್ಲಿ ಒಟ್ಟು ನೂರಾರು ವಿದ್ಯಾರ್ಥಿಗಳು ಭಾಗವಹಿಸಿದ್ದರು. ವಿಜ್ಞಾನ ಶಿಕ್ಷಕರು ಮಾತನಾಡಿ, ಮಕ್ಕಳಲ್ಲಿ ವೈಜ್ಞಾನಿಕ ಮನೋಭಾವ ಬೆಳೆಸಲು ಇಂತಹ ಸ್ಪರ್ಧೆಗಳು ಸಹಕಾರಿ. ವಿದ್ಯಾರ್ಥಿಗಳು ತಮ್ಮ ಕಲ್ಪನೆಗಳನ್ನು ಮಾದರಿಗಳ ಮೂಲಕ ಪ್ರದರ್ಶಿಸುವುದರಿಂದ ಅವರ ಸೃಜನಶೀಲತೆ ಹೆಚ್ಚುತ್ತದೆ ಎಂದರು. ಪರಿಸರ, ಕೃಷಿ, ನೀರಾವರಿ, ಸೌರಶಕ್ತಿ ಸೇರಿದಂತೆ ಹಲವು ವಿಷಯಗಳ ಮಾದರಿಗಳು ಪ್ರದರ್ಶನಗೊಂಡವು. ಶಾಲೆಯ ಮುಖ್ಯ ಶಿಕ್ಷಕರು, ಎಸ್‌ಡಿಎಂಸಿ ಅಧ್ಯಕ್ಷರು ಮತ್ತು ಸದಸ್ಯರು, ಶಿಕ್ಷಕರು ಹಾಗೂ ಪೋಷಕರು ಉಪಸ್ಥಿತರಿದ್ದರು. ವಿಜೇತ ವಿದ್ಯಾರ್ಥಿಗಳಿಗೆ ಬಹುಮಾನ ವಿತರಿಸಲಾಯಿತು. ಶಿಕ್ಷಕರು ಕಾರ್ಯಕ್ರಮವನ್ನು ನಿರೂಪಿಸಿ ವಂದಿಸಿದರು.: [6, 592, 286, 674]
- sidebar: [742, 57, 945, 1154]
- book-award-body: ಬೆಂಗಳೂರು: ಕರ್ನಾಟಕ ಜಾನಪದ ಅಕಾಡೆಮಿಯ ವತಿಯಿಂದ 2025ನೇ ಸಾಲಿನ ವಾರ್ಷಿಕ ಗೌರವ ಪ್ರಶಸ್ತಿ ಮತ್ತು 2024ನೇ ಸಾಲಿನ ಪುಸ್ತಕ ಬಹುಮಾನ ಪ್ರದಾನ ಸಮಾರಂಭವನ್ನು ಫೆಬ್ರವರಿ 27 ರಂದು ಬೆಳಗ್ಗೆ 11.00 ಗಂಟೆಗೆ ರವೀಂದ್ರ ಕಲಾಕ್ಷೇತ್ರದಲ್ಲಿ ಹಮ್ಮಿಕೊಳ್ಳಲಾಗಿದೆ. ಕಾರ್ಯಕ್ರಮವನ್ನು ಕನ್ನಡ ಮತ್ತು ಸಂಸ್ಕೃತಿ ಇಲಾಖೆಯ ಸಚಿವರು ಉದ್ಘಾಟಿಸಲಿದ್ದಾರೆ. ಜಾನಪದ ಅಕಾಡೆಮಿಯ ಅಧ್ಯಕ್ಷರು ಅಧ್ಯಕ್ಷತೆ ವಹಿಸಲಿದ್ದು, ಪ್ರಶಸ್ತಿ ಪ್ರದಾನ ಮತ್ತು ಪುಸ್ತಕ ಬಹುಮಾನ ಕುರಿತು ಮಾತನಾಡಲಿದ್ದಾರೆ. ಮುಖ್ಯ ಅತಿಥಿಗಳಾಗಿ ಹಲವು ಗಣ್ಯರು ಉಪಸ್ಥಿತಿ ವಹಿಸಲಿದ್ದಾರೆ. ವಿಶೇಷ ಆಹ್ವಾನಿತರಾಗಿ ಕನ್ನಡ ಮತ್ತು ಸಂಸ್ಕೃತಿ ಇಲಾಖೆಯ ಸರ್ಕಾರದ ಕಾರ್ಯದರ್ಶಿಗಳಾದ ಜಿ. ಮಂಜುನಾಥ ಹಾಗೂ ಕನ್ನಡ ಮತ್ತು ಸಂಸ್ಕೃತಿ ಇಲಾಖೆಯ ನಿರ್ದೇಶಕರಾದ ಡಾ. ಬಿ.ಎಸ್.ಮಂಜುನಾಥಸ್ವಾಮಿ ಭಾಗವಹಿಸಲಿದ್ದಾರೆ. ಸಮಾರಂಭದಲ್ಲಿ ಕರ್ನಾಟಕ ಜಾನಪದ ಅಕಾಡೆಮಿಯ ವತಿಯಿಂದ 30 ಜನ ಕಲಾವಿದರಿಗೆ 2025ನೇ ಸಾಲಿನ ವಾರ್ಷಿಕ ಗೌರವ ಪ್ರಶಸ್ತಿಯನ್ನು ಮತ್ತು ಇಬ್ಬರು ಲೇಖಕರಿಗೆ 2024ನೇ ಸಾಲಿನ ಪುಸ್ತಕ ಬಹುಮಾನವನ್ನು ಪ್ರದಾನ ಮಾಡಲಾಗುವುದು. ಸಮಾರಂಭದಲ್ಲಿ ಕರ್ನಾಟಕ ಜಾನಪದ ಅಕಾಡೆಮಿಯ ಸದಸ್ಯರು ಉಪಸ್ಥಿತರಿರುವರು ಎಂದು ಅಕಾಡೆಮಿಯ ರಿಜಿಸ್ಟ್ರಾರ್ ಅವರು ಪ್ರಕಟಣೆಯಲ್ಲಿ ತಿಳಿಸಿದ್ದಾರೆ.: [749, 789, 938, 935]
